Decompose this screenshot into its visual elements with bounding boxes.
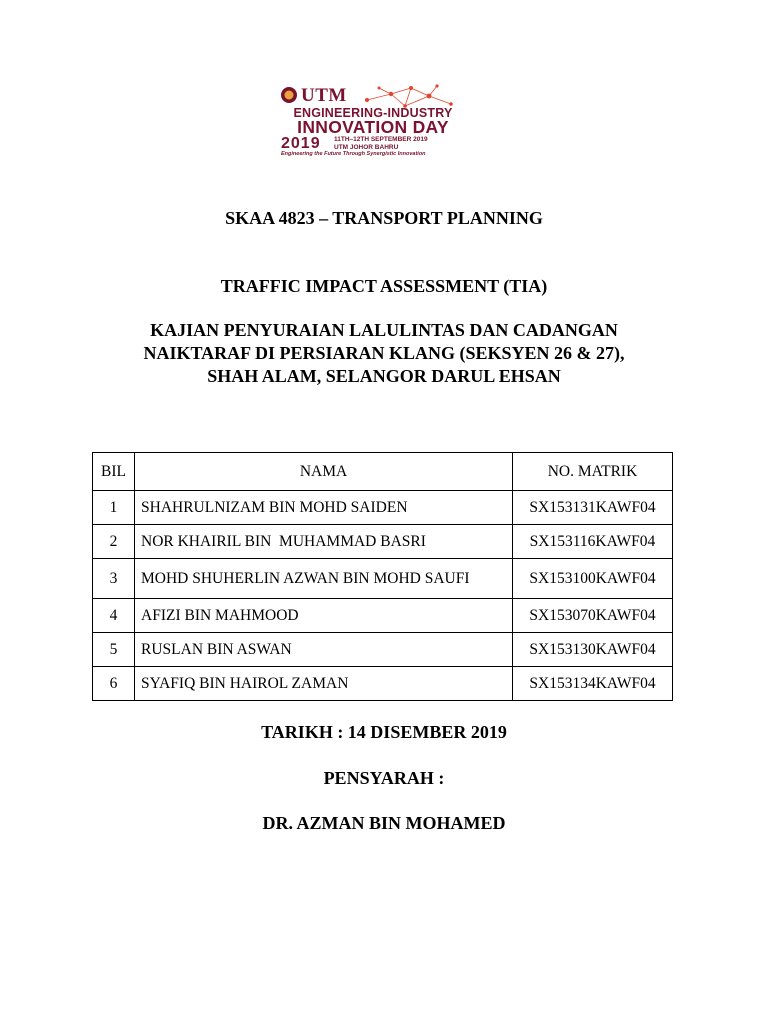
project-title (0, 319, 768, 388)
submission-date: TARIKH : 14 DISEMBER 2019 (261, 722, 507, 742)
cell-matrik: SX153130KAWF04 (513, 633, 673, 667)
table-row (93, 525, 673, 559)
cell-nama: SHAHRULNIZAM BIN MOHD SAIDEN (135, 491, 513, 525)
cell-nama: RUSLAN BIN ASWAN (135, 633, 513, 667)
logo-venue: UTM JOHOR BAHRU (334, 143, 399, 151)
cell-matrik: SX153131KAWF04 (513, 491, 673, 525)
table-row (93, 633, 673, 667)
project-title-line: SHAH ALAM, SELANGOR DARUL EHSAN (207, 366, 561, 386)
assessment-title: TRAFFIC IMPACT ASSESSMENT (TIA) (220, 276, 548, 296)
cell-matrik: SX153100KAWF04 (513, 559, 673, 599)
header-matrik: NO. MATRIK (513, 453, 673, 491)
table-header-row (93, 453, 673, 491)
table-row (93, 599, 673, 633)
event-logo (279, 84, 467, 158)
cell-bil: 1 (93, 491, 135, 525)
cell-bil: 6 (93, 667, 135, 701)
header-nama: NAMA (135, 453, 513, 491)
cell-nama: AFIZI BIN MAHMOOD (135, 599, 513, 633)
logo-year: 2019 (281, 135, 321, 152)
cell-matrik: SX153116KAWF04 (513, 525, 673, 559)
cell-nama: MOHD SHUHERLIN AZWAN BIN MOHD SAUFI (135, 559, 513, 599)
members-table (92, 452, 673, 701)
table-row (93, 559, 673, 599)
table-row (93, 667, 673, 701)
project-title-line: KAJIAN PENYURAIAN LALULINTAS DAN CADANGAN (150, 320, 618, 340)
cell-nama: NOR KHAIRIL BIN MUHAMMAD BASRI (135, 525, 513, 559)
cell-bil: 5 (93, 633, 135, 667)
table-row (93, 491, 673, 525)
cell-matrik: SX153134KAWF04 (513, 667, 673, 701)
logo-date-venue (334, 136, 428, 151)
cell-bil: 3 (93, 559, 135, 599)
lecturer-name: DR. AZMAN BIN MOHAMED (262, 813, 506, 833)
logo-line-2: INNOVATION DAY (297, 117, 449, 137)
project-title-line: NAIKTARAF DI PERSIARAN KLANG (SEKSYEN 26 & 27), (143, 343, 625, 363)
logo-line-1: ENGINEERING-INDUSTRY (293, 106, 453, 120)
logo-tagline: Engineering the Future Through Synergistic Innovation (281, 151, 426, 157)
logo-utm-text: UTM (301, 85, 347, 106)
logo-date: 11TH–12TH SEPTEMBER 2019 (334, 136, 428, 143)
cell-bil: 2 (93, 525, 135, 559)
cell-matrik: SX153070KAWF04 (513, 599, 673, 633)
cell-bil: 4 (93, 599, 135, 633)
course-title: SKAA 4823 – TRANSPORT PLANNING (225, 208, 543, 228)
lecturer-label: PENSYARAH : (323, 768, 445, 788)
header-bil: BIL (93, 453, 135, 491)
cell-nama: SYAFIQ BIN HAIROL ZAMAN (135, 667, 513, 701)
